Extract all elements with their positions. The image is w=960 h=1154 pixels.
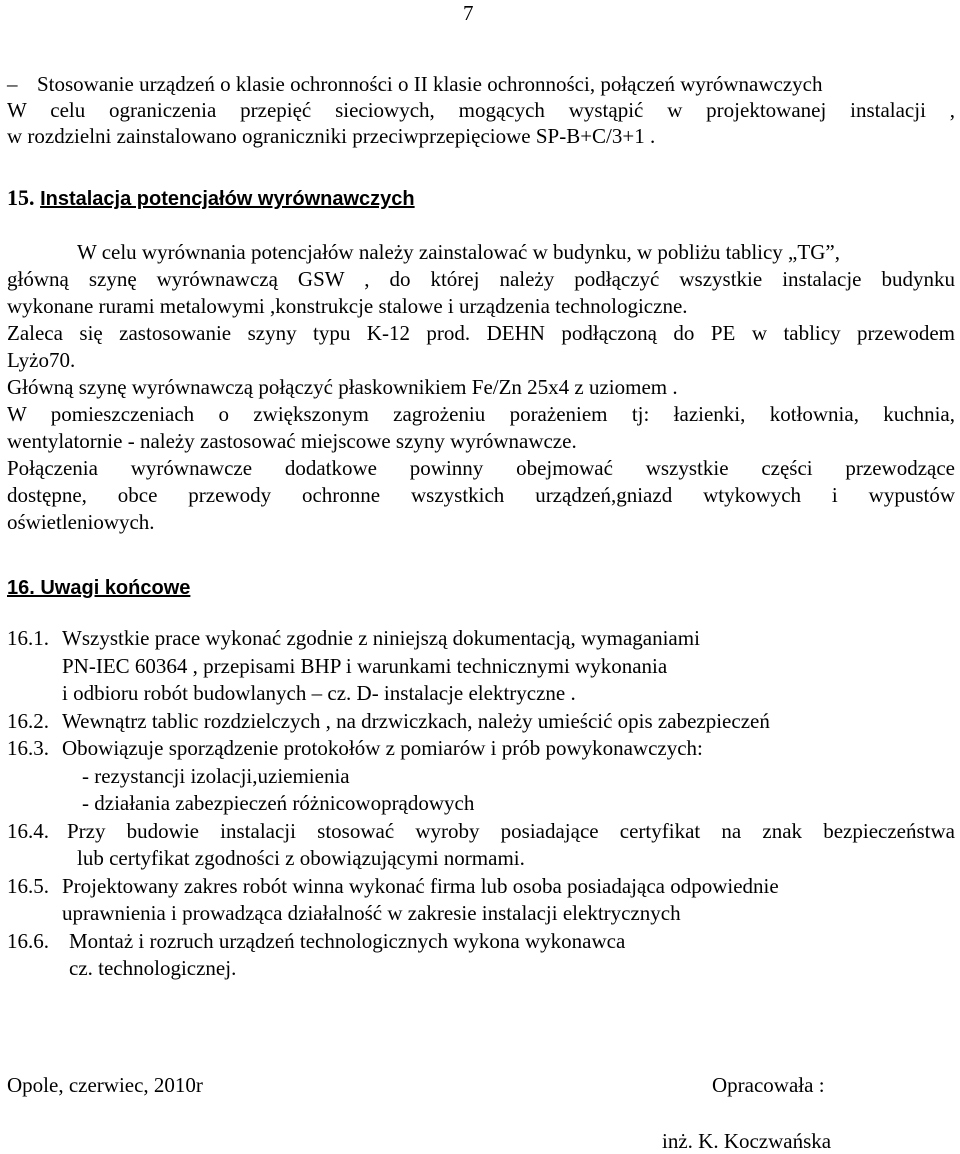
item-number: 16.6. xyxy=(7,928,49,953)
section-15-body xyxy=(7,239,955,536)
section-15-title: Instalacja potencjałów wyrównawczych xyxy=(40,188,415,210)
item-16-3 xyxy=(7,735,955,818)
section-15-line: wykonane rurami metalowymi ,konstrukcje stalowe i urządzenia technologiczne. xyxy=(7,294,688,318)
item-number: 16.4. xyxy=(7,818,49,843)
section-15-line: wentylatornie - należy zastosować miejscowe szyny wyrównawcze. xyxy=(7,429,577,453)
section-15-line: Główną szynę wyrównawczą połączyć płaskownikiem Fe/Zn 25x4 z uziomem . xyxy=(7,375,678,399)
section-16-heading: 16. Uwagi końcowe xyxy=(7,577,191,599)
item-16-2 xyxy=(7,708,955,736)
place-and-date: Opole, czerwiec, 2010r xyxy=(7,1073,203,1097)
section-15-line: oświetleniowych. xyxy=(7,510,155,534)
item-16-5 xyxy=(7,873,955,928)
section-15-number: 15. xyxy=(7,185,35,210)
section-15-line: dostępne, obce przewody ochronne wszystkich urządzeń,gniazd wtykowych i wypustów xyxy=(7,483,955,507)
item-continuation: PN-IEC 60364 , przepisami BHP i warunkami technicznymi wykonania xyxy=(62,653,668,678)
section-15-line: W celu wyrównania potencjałów należy zainstalować w budynku, w pobliżu tablicy „TG”, xyxy=(77,240,840,264)
item-subpoint: - rezystancji izolacji,uziemienia xyxy=(82,763,350,788)
section-16-body xyxy=(7,625,955,983)
section-15-line: W pomieszczeniach o zwiększonym zagrożeniu porażeniem tj: łazienki, kotłownia, kuchnia, xyxy=(7,402,955,426)
item-continuation: i odbioru robót budowlanych – cz. D- instalacje elektryczne . xyxy=(62,681,576,705)
item-number: 16.3. xyxy=(7,736,49,760)
section-15-heading xyxy=(7,185,415,212)
section-14-text xyxy=(7,71,955,149)
item-16-4 xyxy=(7,818,955,873)
item-16-6 xyxy=(7,928,955,983)
item-subpoint: - działania zabezpieczeń różnicowoprądowych xyxy=(82,791,475,815)
item-number: 16.1. xyxy=(7,626,49,650)
section-15-line: Połączenia wyrównawcze dodatkowe powinny obejmować wszystkie części przewodzące xyxy=(7,456,955,480)
item-number: 16.5. xyxy=(7,873,49,898)
item-number: 16.2. xyxy=(7,708,49,733)
section-15-line: Zaleca się zastosowanie szyny typu K-12 prod. DEHN podłączoną do PE w tablicy przewodem xyxy=(7,321,955,345)
item-text: Przy budowie instalacji stosować wyroby posiadające certyfikat na znak bezpieczeństwa xyxy=(67,818,955,843)
item-text: Montaż i rozruch urządzeń technologicznych wykona wykonawca xyxy=(69,928,626,953)
page-number: 7 xyxy=(463,1,474,25)
item-16-1 xyxy=(7,625,955,708)
prepared-by-label: Opracowała : xyxy=(712,1073,825,1097)
item-continuation: cz. technologicznej. xyxy=(69,956,237,980)
section-15-line: Lyżo70. xyxy=(7,348,76,372)
author-name: inż. K. Koczwańska xyxy=(662,1129,832,1153)
item-continuation: lub certyfikat zgodności z obowiązującymi normami. xyxy=(77,846,525,870)
item-text: Wewnątrz tablic rozdzielczych , na drzwiczkach, należy umieścić opis zabezpieczeń xyxy=(62,708,770,733)
section-14-line-1 xyxy=(7,71,955,97)
section-15-line: główną szynę wyrównawczą GSW , do której należy podłączyć wszystkie instalacje budynku xyxy=(7,267,955,291)
section-14-line-3: w rozdzielni zainstalowano ograniczniki przeciwprzepięciowe SP-B+C/3+1 . xyxy=(7,124,656,148)
item-text: Projektowany zakres robót winna wykonać firma lub osoba posiadająca odpowiednie xyxy=(62,873,779,898)
section-14-line-2: W celu ograniczenia przepięć sieciowych, mogących wystąpić w projektowanej instalacji , xyxy=(7,98,955,122)
bullet-dash: – xyxy=(7,72,18,96)
item-text: Wszystkie prace wykonać zgodnie z niniejszą dokumentacją, wymaganiami xyxy=(62,626,700,650)
item-continuation: uprawnienia i prowadząca działalność w zakresie instalacji elektrycznych xyxy=(62,901,681,925)
item-text: Obowiązuje sporządzenie protokołów z pomiarów i prób powykonawczych: xyxy=(62,736,703,760)
section-14-line-1-text: Stosowanie urządzeń o klasie ochronności o II klasie ochronności, połączeń wyrównawczych xyxy=(37,72,823,96)
